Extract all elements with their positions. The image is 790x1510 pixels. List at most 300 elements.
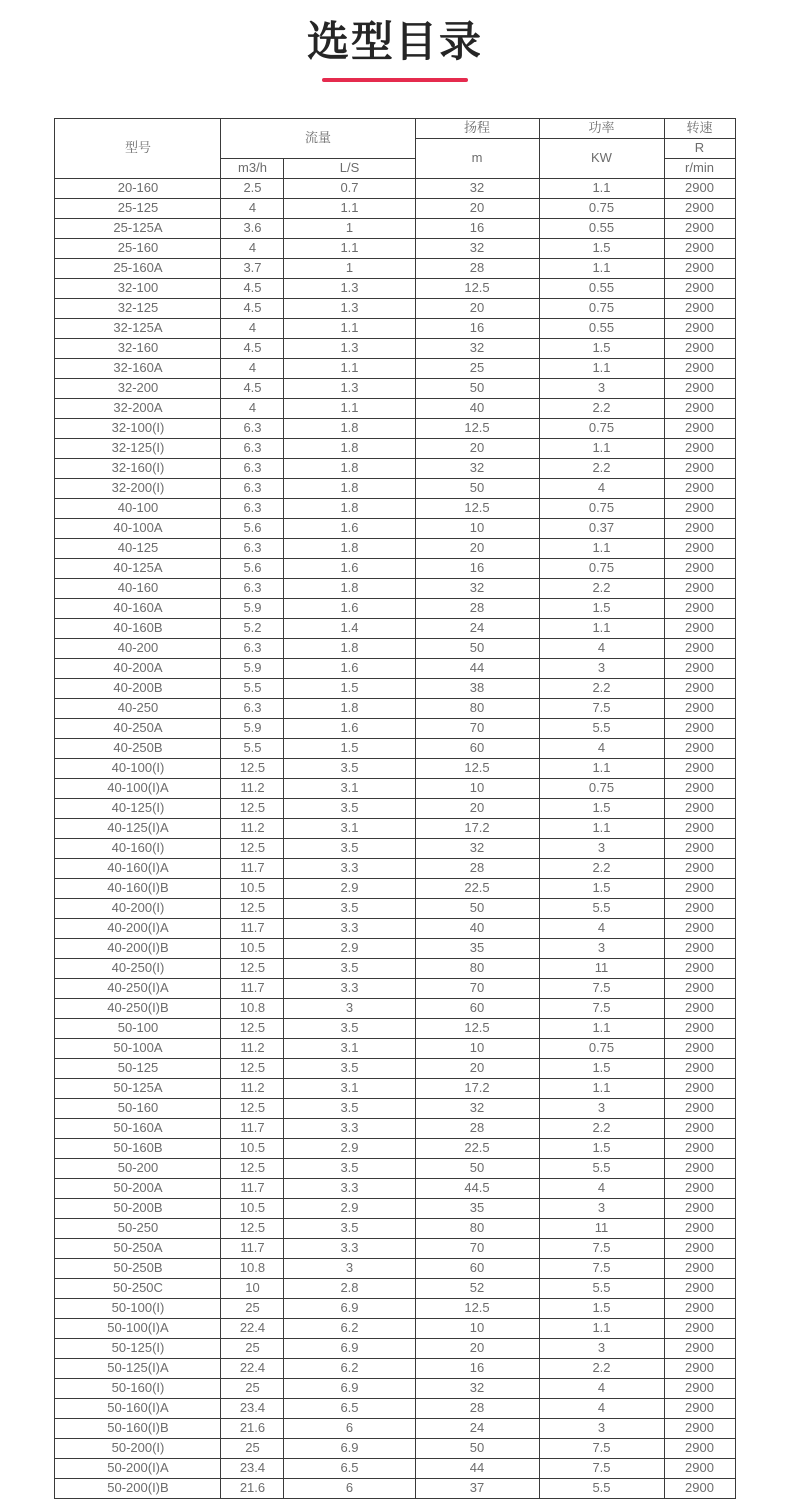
cell-power-kw: 4 xyxy=(539,638,664,658)
cell-flow-ls: 1 xyxy=(284,218,415,238)
table-row xyxy=(55,1418,735,1438)
cell-head-m: 80 xyxy=(415,1218,539,1238)
table-row xyxy=(55,978,735,998)
table-row xyxy=(55,418,735,438)
cell-power-kw: 1.1 xyxy=(539,818,664,838)
cell-power-kw: 1.5 xyxy=(539,798,664,818)
cell-model: 32-160(I) xyxy=(55,458,221,478)
cell-head-m: 50 xyxy=(415,478,539,498)
cell-flow-ls: 1.8 xyxy=(284,498,415,518)
header-model: 型号 xyxy=(55,118,221,178)
table-row xyxy=(55,518,735,538)
cell-speed-rpm: 2900 xyxy=(664,1218,735,1238)
table-row xyxy=(55,678,735,698)
cell-flow-ls: 6.9 xyxy=(284,1298,415,1318)
cell-flow-ls: 1.1 xyxy=(284,398,415,418)
cell-flow-ls: 6.9 xyxy=(284,1338,415,1358)
cell-flow-m3h: 11.2 xyxy=(221,778,284,798)
table-row xyxy=(55,1438,735,1458)
cell-flow-ls: 1.6 xyxy=(284,518,415,538)
cell-power-kw: 1.5 xyxy=(539,878,664,898)
header-flow: 流量 xyxy=(221,118,415,158)
header-speed: 转速 xyxy=(664,118,735,138)
cell-model: 32-125(I) xyxy=(55,438,221,458)
cell-model: 50-160(I)A xyxy=(55,1398,221,1418)
cell-head-m: 20 xyxy=(415,538,539,558)
cell-model: 50-250B xyxy=(55,1258,221,1278)
cell-head-m: 44.5 xyxy=(415,1178,539,1198)
cell-head-m: 20 xyxy=(415,298,539,318)
cell-flow-m3h: 10.5 xyxy=(221,938,284,958)
cell-flow-m3h: 21.6 xyxy=(221,1478,284,1498)
cell-head-m: 70 xyxy=(415,1238,539,1258)
cell-model: 40-125(I)A xyxy=(55,818,221,838)
cell-speed-rpm: 2900 xyxy=(664,1178,735,1198)
cell-power-kw: 1.1 xyxy=(539,178,664,198)
cell-power-kw: 3 xyxy=(539,938,664,958)
table-row xyxy=(55,598,735,618)
cell-head-m: 24 xyxy=(415,618,539,638)
cell-power-kw: 3 xyxy=(539,658,664,678)
cell-power-kw: 5.5 xyxy=(539,1278,664,1298)
cell-power-kw: 11 xyxy=(539,958,664,978)
cell-model: 50-200 xyxy=(55,1158,221,1178)
cell-speed-rpm: 2900 xyxy=(664,1298,735,1318)
cell-speed-rpm: 2900 xyxy=(664,458,735,478)
cell-speed-rpm: 2900 xyxy=(664,438,735,458)
cell-model: 40-160B xyxy=(55,618,221,638)
cell-power-kw: 0.37 xyxy=(539,518,664,538)
cell-model: 40-200 xyxy=(55,638,221,658)
cell-flow-m3h: 12.5 xyxy=(221,798,284,818)
cell-head-m: 16 xyxy=(415,558,539,578)
cell-flow-ls: 3.3 xyxy=(284,858,415,878)
header-head: 扬程 xyxy=(415,118,539,138)
cell-flow-m3h: 25 xyxy=(221,1438,284,1458)
cell-power-kw: 2.2 xyxy=(539,578,664,598)
cell-model: 50-160(I)B xyxy=(55,1418,221,1438)
table-row xyxy=(55,998,735,1018)
cell-speed-rpm: 2900 xyxy=(664,1078,735,1098)
cell-flow-m3h: 12.5 xyxy=(221,958,284,978)
cell-power-kw: 7.5 xyxy=(539,1258,664,1278)
cell-head-m: 12.5 xyxy=(415,278,539,298)
cell-flow-m3h: 6.3 xyxy=(221,498,284,518)
cell-speed-rpm: 2900 xyxy=(664,1378,735,1398)
cell-flow-ls: 3 xyxy=(284,1258,415,1278)
cell-flow-m3h: 5.5 xyxy=(221,678,284,698)
cell-flow-m3h: 10 xyxy=(221,1278,284,1298)
cell-flow-ls: 1.8 xyxy=(284,478,415,498)
cell-speed-rpm: 2900 xyxy=(664,1238,735,1258)
cell-head-m: 50 xyxy=(415,898,539,918)
cell-flow-m3h: 25 xyxy=(221,1378,284,1398)
table-row xyxy=(55,1358,735,1378)
cell-power-kw: 1.1 xyxy=(539,358,664,378)
cell-model: 40-125 xyxy=(55,538,221,558)
cell-power-kw: 0.75 xyxy=(539,498,664,518)
cell-model: 50-125 xyxy=(55,1058,221,1078)
cell-flow-m3h: 12.5 xyxy=(221,1018,284,1038)
cell-head-m: 20 xyxy=(415,1058,539,1078)
cell-flow-m3h: 4.5 xyxy=(221,278,284,298)
cell-flow-m3h: 5.9 xyxy=(221,718,284,738)
cell-power-kw: 7.5 xyxy=(539,698,664,718)
cell-model: 50-125A xyxy=(55,1078,221,1098)
cell-head-m: 28 xyxy=(415,598,539,618)
table-row xyxy=(55,898,735,918)
cell-flow-m3h: 11.7 xyxy=(221,858,284,878)
cell-model: 25-125 xyxy=(55,198,221,218)
cell-flow-ls: 6.2 xyxy=(284,1318,415,1338)
cell-model: 40-200B xyxy=(55,678,221,698)
cell-model: 32-160A xyxy=(55,358,221,378)
cell-head-m: 50 xyxy=(415,1438,539,1458)
cell-power-kw: 0.55 xyxy=(539,278,664,298)
cell-model: 50-200(I)B xyxy=(55,1478,221,1498)
cell-model: 50-160B xyxy=(55,1138,221,1158)
cell-model: 40-200(I)B xyxy=(55,938,221,958)
cell-power-kw: 0.75 xyxy=(539,298,664,318)
cell-flow-ls: 6.5 xyxy=(284,1458,415,1478)
cell-flow-ls: 1.3 xyxy=(284,298,415,318)
cell-speed-rpm: 2900 xyxy=(664,278,735,298)
table-row xyxy=(55,1378,735,1398)
table-row xyxy=(55,838,735,858)
cell-power-kw: 1.5 xyxy=(539,338,664,358)
cell-flow-ls: 6 xyxy=(284,1478,415,1498)
cell-flow-m3h: 4.5 xyxy=(221,378,284,398)
cell-flow-m3h: 25 xyxy=(221,1338,284,1358)
cell-flow-m3h: 6.3 xyxy=(221,578,284,598)
cell-model: 50-200B xyxy=(55,1198,221,1218)
cell-flow-ls: 3.5 xyxy=(284,758,415,778)
cell-power-kw: 1.5 xyxy=(539,598,664,618)
table-row xyxy=(55,1338,735,1358)
cell-head-m: 10 xyxy=(415,1318,539,1338)
cell-speed-rpm: 2900 xyxy=(664,778,735,798)
table-row xyxy=(55,618,735,638)
cell-model: 25-125A xyxy=(55,218,221,238)
cell-model: 40-125(I) xyxy=(55,798,221,818)
table-row xyxy=(55,198,735,218)
cell-model: 25-160A xyxy=(55,258,221,278)
cell-power-kw: 3 xyxy=(539,838,664,858)
cell-head-m: 50 xyxy=(415,638,539,658)
cell-flow-ls: 3.5 xyxy=(284,1058,415,1078)
cell-power-kw: 3 xyxy=(539,378,664,398)
cell-model: 32-200A xyxy=(55,398,221,418)
cell-head-m: 52 xyxy=(415,1278,539,1298)
cell-flow-m3h: 22.4 xyxy=(221,1358,284,1378)
cell-power-kw: 1.1 xyxy=(539,618,664,638)
cell-flow-ls: 3.5 xyxy=(284,1218,415,1238)
cell-speed-rpm: 2900 xyxy=(664,1338,735,1358)
cell-flow-m3h: 10.5 xyxy=(221,878,284,898)
cell-head-m: 22.5 xyxy=(415,878,539,898)
cell-flow-ls: 6.2 xyxy=(284,1358,415,1378)
cell-model: 40-125A xyxy=(55,558,221,578)
table-row xyxy=(55,298,735,318)
table-row xyxy=(55,358,735,378)
table-row xyxy=(55,1018,735,1038)
cell-flow-ls: 3.3 xyxy=(284,1238,415,1258)
cell-model: 40-200(I)A xyxy=(55,918,221,938)
cell-head-m: 35 xyxy=(415,1198,539,1218)
table-row xyxy=(55,918,735,938)
cell-flow-ls: 3.5 xyxy=(284,958,415,978)
table-row xyxy=(55,478,735,498)
cell-flow-ls: 6.9 xyxy=(284,1378,415,1398)
cell-model: 40-250B xyxy=(55,738,221,758)
cell-flow-ls: 1.4 xyxy=(284,618,415,638)
cell-model: 50-160(I) xyxy=(55,1378,221,1398)
cell-power-kw: 5.5 xyxy=(539,1478,664,1498)
cell-speed-rpm: 2900 xyxy=(664,618,735,638)
cell-head-m: 32 xyxy=(415,838,539,858)
cell-flow-ls: 1.8 xyxy=(284,638,415,658)
cell-flow-ls: 6.5 xyxy=(284,1398,415,1418)
cell-speed-rpm: 2900 xyxy=(664,1318,735,1338)
cell-power-kw: 0.55 xyxy=(539,218,664,238)
cell-model: 40-100(I) xyxy=(55,758,221,778)
cell-power-kw: 1.5 xyxy=(539,238,664,258)
cell-head-m: 32 xyxy=(415,458,539,478)
cell-speed-rpm: 2900 xyxy=(664,898,735,918)
cell-flow-m3h: 6.3 xyxy=(221,438,284,458)
cell-power-kw: 2.2 xyxy=(539,858,664,878)
cell-flow-m3h: 10.8 xyxy=(221,1258,284,1278)
cell-model: 50-250A xyxy=(55,1238,221,1258)
cell-power-kw: 1.1 xyxy=(539,258,664,278)
cell-speed-rpm: 2900 xyxy=(664,378,735,398)
cell-power-kw: 5.5 xyxy=(539,898,664,918)
cell-flow-m3h: 10.8 xyxy=(221,998,284,1018)
cell-flow-ls: 3.1 xyxy=(284,1078,415,1098)
table-row xyxy=(55,1138,735,1158)
cell-flow-m3h: 5.2 xyxy=(221,618,284,638)
cell-model: 32-125A xyxy=(55,318,221,338)
cell-flow-ls: 3.5 xyxy=(284,838,415,858)
cell-power-kw: 0.75 xyxy=(539,198,664,218)
cell-speed-rpm: 2900 xyxy=(664,538,735,558)
header-flow-m3h: m3/h xyxy=(221,158,284,178)
cell-flow-m3h: 6.3 xyxy=(221,418,284,438)
table-row xyxy=(55,218,735,238)
cell-head-m: 28 xyxy=(415,858,539,878)
table-body xyxy=(55,178,735,1498)
cell-flow-m3h: 12.5 xyxy=(221,1218,284,1238)
cell-power-kw: 1.1 xyxy=(539,1018,664,1038)
cell-power-kw: 0.75 xyxy=(539,558,664,578)
cell-speed-rpm: 2900 xyxy=(664,1138,735,1158)
cell-power-kw: 7.5 xyxy=(539,1458,664,1478)
cell-model: 40-160(I)A xyxy=(55,858,221,878)
cell-flow-m3h: 6.3 xyxy=(221,638,284,658)
cell-speed-rpm: 2900 xyxy=(664,1038,735,1058)
cell-head-m: 17.2 xyxy=(415,818,539,838)
table-row xyxy=(55,1158,735,1178)
cell-flow-m3h: 6.3 xyxy=(221,538,284,558)
cell-model: 32-200 xyxy=(55,378,221,398)
cell-head-m: 10 xyxy=(415,778,539,798)
cell-speed-rpm: 2900 xyxy=(664,958,735,978)
cell-speed-rpm: 2900 xyxy=(664,698,735,718)
cell-speed-rpm: 2900 xyxy=(664,1418,735,1438)
cell-speed-rpm: 2900 xyxy=(664,1358,735,1378)
cell-head-m: 20 xyxy=(415,438,539,458)
cell-flow-m3h: 11.7 xyxy=(221,978,284,998)
table-row xyxy=(55,798,735,818)
table-row xyxy=(55,578,735,598)
cell-speed-rpm: 2900 xyxy=(664,998,735,1018)
header-power: 功率 xyxy=(539,118,664,138)
table-row xyxy=(55,1058,735,1078)
table-row xyxy=(55,398,735,418)
cell-flow-ls: 1.5 xyxy=(284,738,415,758)
cell-head-m: 20 xyxy=(415,1338,539,1358)
cell-flow-ls: 1 xyxy=(284,258,415,278)
cell-power-kw: 1.1 xyxy=(539,538,664,558)
cell-speed-rpm: 2900 xyxy=(664,418,735,438)
cell-head-m: 40 xyxy=(415,398,539,418)
cell-head-m: 44 xyxy=(415,1458,539,1478)
cell-model: 50-160 xyxy=(55,1098,221,1118)
cell-head-m: 32 xyxy=(415,338,539,358)
cell-flow-ls: 3.5 xyxy=(284,1018,415,1038)
cell-flow-ls: 1.8 xyxy=(284,538,415,558)
cell-speed-rpm: 2900 xyxy=(664,598,735,618)
table-row xyxy=(55,1078,735,1098)
cell-speed-rpm: 2900 xyxy=(664,1458,735,1478)
cell-model: 40-160(I) xyxy=(55,838,221,858)
table-row xyxy=(55,738,735,758)
cell-flow-m3h: 11.2 xyxy=(221,1078,284,1098)
cell-flow-ls: 3.3 xyxy=(284,1178,415,1198)
cell-model: 50-125(I)A xyxy=(55,1358,221,1378)
cell-power-kw: 7.5 xyxy=(539,978,664,998)
cell-model: 40-100(I)A xyxy=(55,778,221,798)
cell-model: 50-200(I) xyxy=(55,1438,221,1458)
cell-flow-m3h: 11.7 xyxy=(221,918,284,938)
table-row xyxy=(55,818,735,838)
cell-speed-rpm: 2900 xyxy=(664,1058,735,1078)
cell-model: 50-160A xyxy=(55,1118,221,1138)
cell-model: 32-100(I) xyxy=(55,418,221,438)
cell-head-m: 32 xyxy=(415,178,539,198)
cell-flow-m3h: 25 xyxy=(221,1298,284,1318)
cell-flow-ls: 2.9 xyxy=(284,1138,415,1158)
cell-speed-rpm: 2900 xyxy=(664,238,735,258)
cell-power-kw: 7.5 xyxy=(539,998,664,1018)
cell-speed-rpm: 2900 xyxy=(664,178,735,198)
cell-model: 40-100 xyxy=(55,498,221,518)
cell-power-kw: 7.5 xyxy=(539,1238,664,1258)
cell-model: 40-250 xyxy=(55,698,221,718)
cell-speed-rpm: 2900 xyxy=(664,798,735,818)
table-row xyxy=(55,718,735,738)
cell-head-m: 24 xyxy=(415,1418,539,1438)
cell-head-m: 22.5 xyxy=(415,1138,539,1158)
cell-flow-ls: 3.1 xyxy=(284,778,415,798)
cell-flow-ls: 3.5 xyxy=(284,1098,415,1118)
table-row xyxy=(55,1238,735,1258)
cell-model: 50-250 xyxy=(55,1218,221,1238)
cell-speed-rpm: 2900 xyxy=(664,578,735,598)
cell-head-m: 80 xyxy=(415,698,539,718)
cell-flow-m3h: 3.6 xyxy=(221,218,284,238)
cell-head-m: 40 xyxy=(415,918,539,938)
title-underline-divider xyxy=(322,78,468,82)
cell-flow-ls: 1.1 xyxy=(284,358,415,378)
cell-flow-ls: 3.5 xyxy=(284,898,415,918)
cell-flow-m3h: 12.5 xyxy=(221,1098,284,1118)
table-row xyxy=(55,558,735,578)
table-row xyxy=(55,1198,735,1218)
cell-head-m: 32 xyxy=(415,238,539,258)
table-row xyxy=(55,938,735,958)
cell-power-kw: 0.55 xyxy=(539,318,664,338)
table-row xyxy=(55,238,735,258)
cell-speed-rpm: 2900 xyxy=(664,858,735,878)
cell-head-m: 28 xyxy=(415,258,539,278)
cell-head-m: 20 xyxy=(415,198,539,218)
cell-model: 50-250C xyxy=(55,1278,221,1298)
cell-power-kw: 0.75 xyxy=(539,418,664,438)
cell-speed-rpm: 2900 xyxy=(664,558,735,578)
cell-flow-m3h: 11.2 xyxy=(221,1038,284,1058)
header-flow-ls: L/S xyxy=(284,158,415,178)
table-row xyxy=(55,318,735,338)
cell-speed-rpm: 2900 xyxy=(664,1198,735,1218)
cell-flow-m3h: 12.5 xyxy=(221,758,284,778)
cell-speed-rpm: 2900 xyxy=(664,1018,735,1038)
cell-head-m: 60 xyxy=(415,738,539,758)
cell-flow-m3h: 5.5 xyxy=(221,738,284,758)
cell-head-m: 12.5 xyxy=(415,1298,539,1318)
cell-head-m: 10 xyxy=(415,518,539,538)
cell-speed-rpm: 2900 xyxy=(664,1478,735,1498)
cell-speed-rpm: 2900 xyxy=(664,478,735,498)
table-row xyxy=(55,858,735,878)
cell-flow-ls: 1.6 xyxy=(284,598,415,618)
table-header xyxy=(55,118,735,178)
cell-power-kw: 1.1 xyxy=(539,438,664,458)
cell-flow-ls: 2.9 xyxy=(284,1198,415,1218)
table-row xyxy=(55,638,735,658)
cell-head-m: 50 xyxy=(415,1158,539,1178)
cell-flow-m3h: 10.5 xyxy=(221,1198,284,1218)
cell-speed-rpm: 2900 xyxy=(664,938,735,958)
cell-model: 40-200A xyxy=(55,658,221,678)
cell-power-kw: 3 xyxy=(539,1338,664,1358)
table-row xyxy=(55,958,735,978)
cell-head-m: 50 xyxy=(415,378,539,398)
cell-flow-m3h: 6.3 xyxy=(221,458,284,478)
cell-power-kw: 7.5 xyxy=(539,1438,664,1458)
cell-head-m: 32 xyxy=(415,578,539,598)
cell-model: 40-250(I)B xyxy=(55,998,221,1018)
table-row xyxy=(55,438,735,458)
header-speed-r: R xyxy=(664,138,735,158)
cell-power-kw: 1.5 xyxy=(539,1298,664,1318)
cell-head-m: 16 xyxy=(415,1358,539,1378)
cell-model: 32-100 xyxy=(55,278,221,298)
cell-flow-m3h: 23.4 xyxy=(221,1398,284,1418)
cell-power-kw: 1.1 xyxy=(539,1078,664,1098)
cell-speed-rpm: 2900 xyxy=(664,518,735,538)
cell-flow-m3h: 5.6 xyxy=(221,558,284,578)
